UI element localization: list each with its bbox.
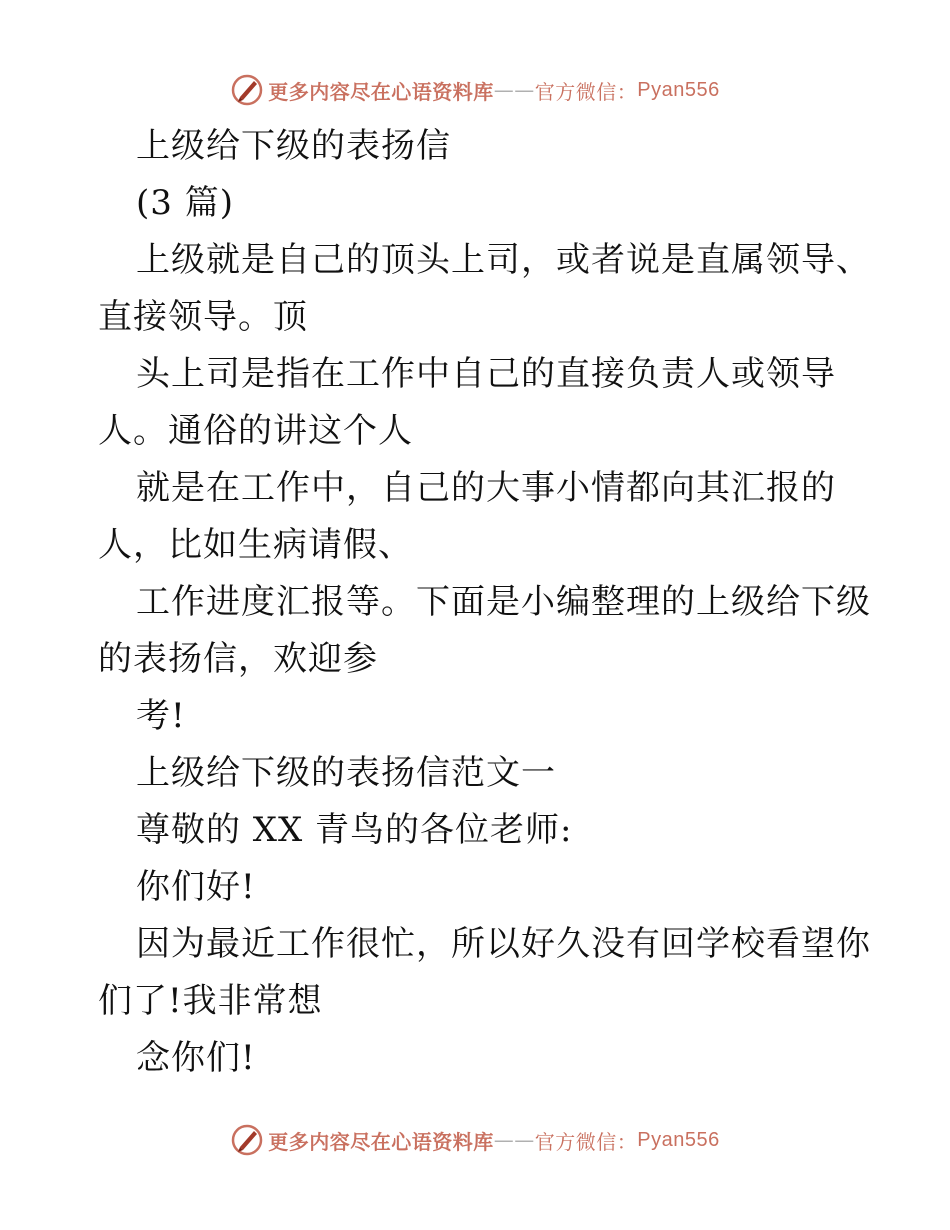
header-banner [0, 70, 950, 110]
paragraph-line: 就是在工作中，自己的大事小情都向其汇报的 [136, 468, 836, 508]
paragraph-line: 头上司是指在工作中自己的直接负责人或领导 [136, 354, 836, 394]
section-heading: 上级给下级的表扬信范文一 [136, 753, 556, 793]
banner-separator: —— [493, 78, 535, 102]
paragraph-line: 上级就是自己的顶头上司，或者说是直属领导、 [136, 240, 871, 280]
banner-wechat-id: Pyan556 [637, 1128, 720, 1151]
banner-wechat-id: Pyan556 [637, 78, 720, 101]
doc-title: 上级给下级的表扬信 [136, 126, 451, 166]
paragraph-line: 念你们! [136, 1038, 256, 1078]
pen-logo-icon [230, 73, 264, 107]
salutation: 尊敬的 XX 青鸟的各位老师: [136, 810, 573, 850]
footer-banner [0, 1120, 950, 1160]
paragraph-line: 们了!我非常想 [98, 981, 323, 1021]
banner-main-text: 更多内容尽在心语资料库 [268, 1129, 494, 1154]
paragraph-line: 考! [136, 696, 186, 736]
paragraph-line: 因为最近工作很忙，所以好久没有回学校看望你 [136, 924, 871, 964]
banner-wechat-label: 官方微信： [534, 79, 638, 104]
doc-subtitle: (3 篇) [136, 183, 234, 223]
paragraph-line: 人。通俗的讲这个人 [98, 411, 413, 451]
banner-separator: —— [493, 1128, 535, 1152]
paragraph-line: 的表扬信，欢迎参 [98, 639, 378, 679]
banner-wechat-label: 官方微信： [534, 1129, 638, 1154]
paragraph-line: 人，比如生病请假、 [98, 525, 413, 565]
paragraph-line: 直接领导。顶 [98, 297, 308, 337]
paragraph-line: 工作进度汇报等。下面是小编整理的上级给下级 [136, 582, 871, 622]
greeting: 你们好! [136, 867, 256, 907]
banner-main-text: 更多内容尽在心语资料库 [268, 79, 494, 104]
document-body [98, 118, 871, 1087]
pen-logo-icon [230, 1123, 264, 1157]
